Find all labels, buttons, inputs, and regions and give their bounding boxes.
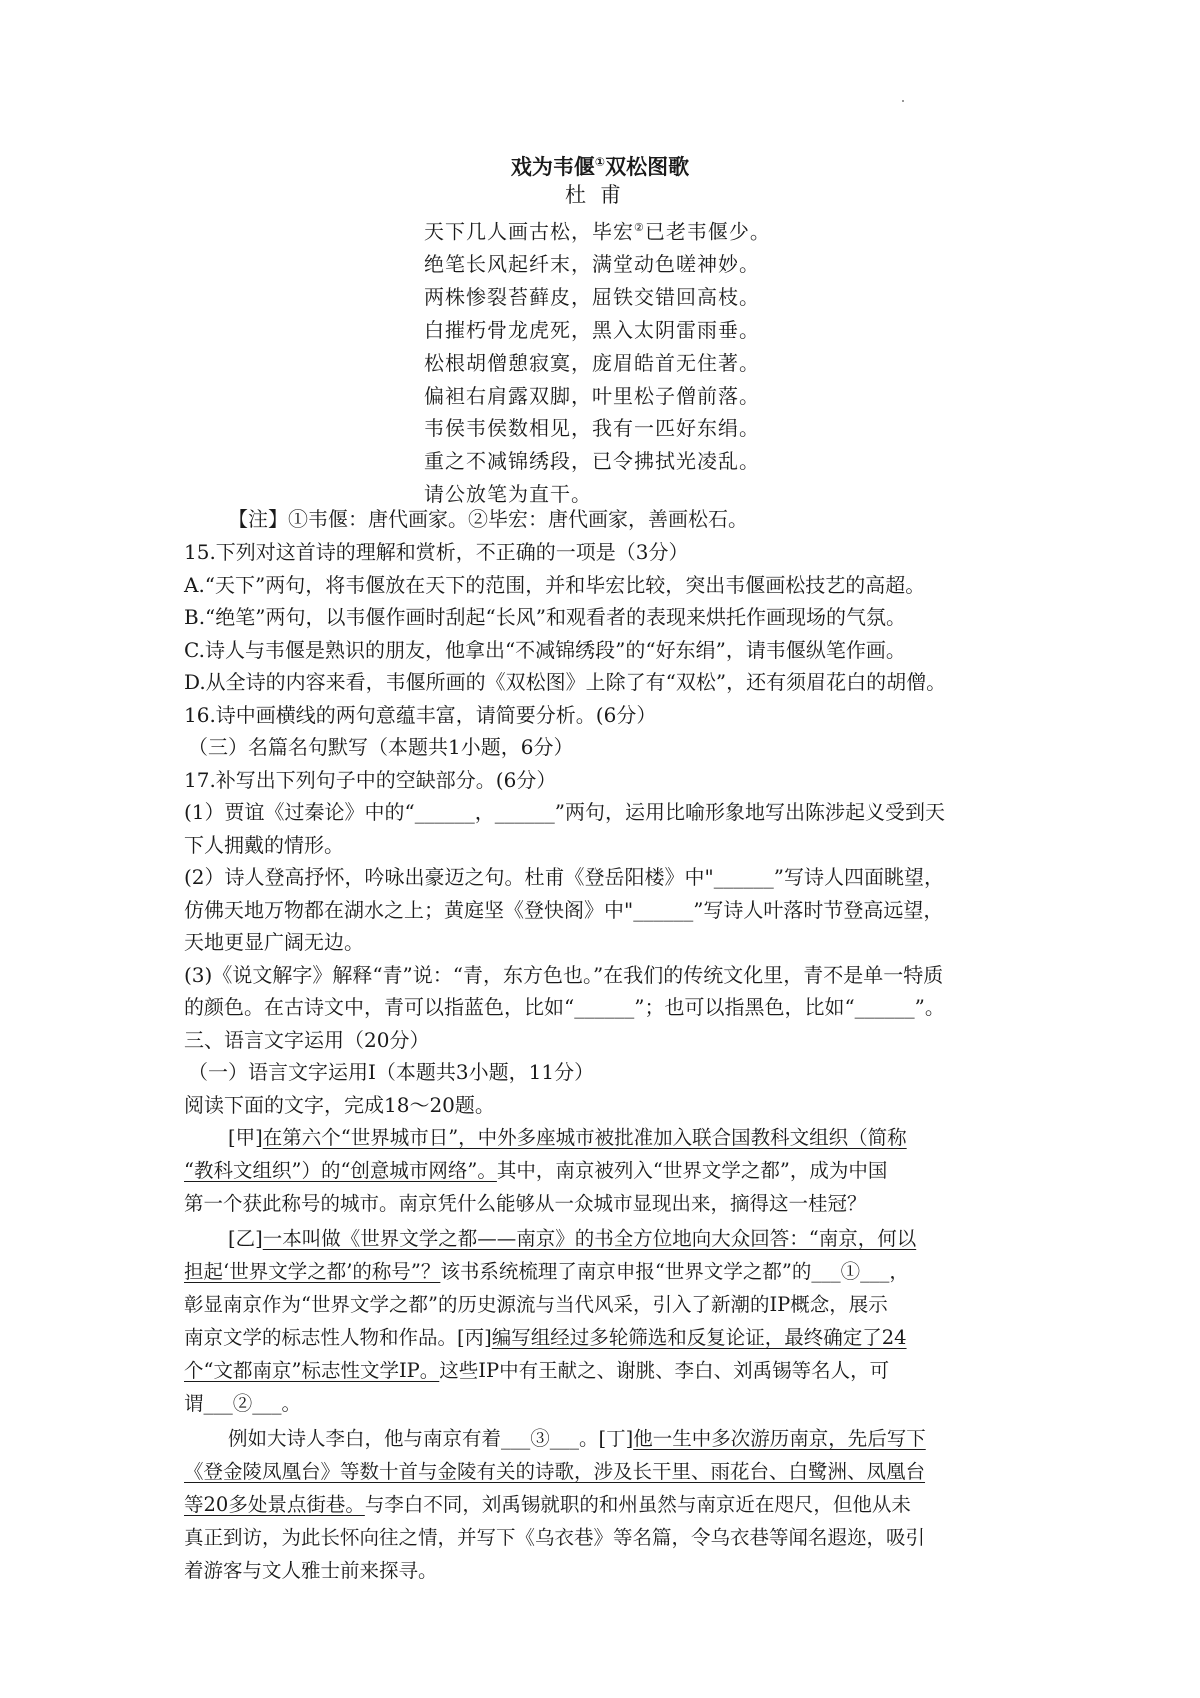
poem-line: 请公放笔为直干。	[424, 482, 592, 507]
passage-line	[184, 1121, 1040, 1154]
question-17-part-2: (2）诗人登高抒怀，吟咏出豪迈之句。杜甫《登岳阳楼》中"______”写诗人四面眺望，	[184, 865, 944, 889]
page-speck	[902, 100, 904, 102]
question-17: 17.补写出下列句子中的空缺部分。(6分）	[184, 767, 557, 792]
underlined-text: 个“文都南京”标志性文学IP。	[184, 1359, 440, 1382]
passage-line	[184, 1154, 1040, 1187]
underlined-text: “教科文组织”）的“创意城市网络”。	[184, 1159, 497, 1182]
passage-line: 彰显南京作为“世界文学之都”的历史源流与当代风采，引入了新潮的IP概念，展示	[184, 1293, 888, 1316]
poem-line-text: 天下几人画古松，毕宏	[424, 219, 634, 244]
passage-line: 谓___②___。	[184, 1392, 302, 1415]
option-c: C.诗人与韦偃是熟识的朋友，他拿出“不减锦绣段”的“好东绢”，请韦偃纵笔作画。	[184, 637, 906, 662]
passage-marker: [乙]	[228, 1227, 263, 1250]
poem-line	[424, 212, 771, 248]
poem-line-text: 已老韦偃少。	[644, 219, 771, 244]
poem-line: 两株惨裂苔藓皮，屈铁交错回高枝。	[424, 285, 760, 310]
poem-line: 韦侯韦侯数相见，我有一匹好东绢。	[424, 416, 760, 441]
passage-text: 这些IP中有王献之、谢朓、李白、刘禹锡等名人，可	[439, 1359, 890, 1382]
underlined-text: 担起‘世界文学之都’的称号”？	[184, 1260, 441, 1283]
passage-text: 例如大诗人李白，他与南京有着___③___。[丁]	[228, 1427, 634, 1450]
poem-line: 重之不减锦绣段，已令拂拭光凌乱。	[424, 449, 760, 474]
option-a: A.“天下”两句，将韦偃放在天下的范围，并和毕宏比较，突出韦偃画松技艺的高超。	[184, 572, 926, 597]
passage-line	[184, 1222, 1040, 1255]
section-heading-recitation: （三）名篇名句默写（本题共1小题，6分）	[188, 735, 574, 759]
question-17-part-3-cont: 的颜色。在古诗文中，青可以指蓝色，比如“______”；也可以指黑色，比如“______”。	[184, 995, 945, 1019]
question-16: 16.诗中画横线的两句意蕴丰富，请简要分析。(6分）	[184, 702, 657, 727]
question-17-part-2-end: 天地更显广阔无边。	[184, 930, 364, 954]
poem-title-note-marker: ①	[594, 155, 606, 169]
passage-text: 该书系统梳理了南京申报“世界文学之都”的___①___，	[440, 1260, 909, 1283]
underlined-text: 他一生中多次游历南京，先后写下	[633, 1427, 926, 1450]
passage-marker: [甲]	[228, 1126, 263, 1149]
underlined-text: 等20多处景点街巷。	[184, 1493, 365, 1516]
passage-line	[184, 1422, 1040, 1455]
question-15: 15.下列对这首诗的理解和赏析，不正确的一项是（3分）	[184, 540, 689, 564]
poem-title-rest: 双松图歌	[605, 155, 690, 179]
question-17-part-1: (1）贾谊《过秦论》中的“______，______”两句，运用比喻形象地写出陈涉起义受到天	[184, 800, 945, 824]
passage-line: 第一个获此称号的城市。南京凭什么能够从一众城市显现出来，摘得这一桂冠？	[184, 1192, 867, 1215]
poem-footnote: 【注】①韦偃：唐代画家。②毕宏：唐代画家，善画松石。	[228, 507, 748, 531]
passage-line: 着游客与文人雅士前来探寻。	[184, 1559, 438, 1582]
poem-line: 偏袒右肩露双脚，叶里松子僧前落。	[424, 383, 760, 408]
question-17-part-3: (3)《说文解字》解释“青”说：“青，东方色也。”在我们的传统文化里，青不是单一特质	[184, 962, 944, 987]
poem-author: 杜甫	[565, 183, 635, 207]
underlined-text: 一本叫做《世界文学之都——南京》的书全方位地向大众回答：“南京，何以	[262, 1227, 917, 1250]
underlined-text: 在第六个“世界城市日”，中外多座城市被批准加入联合国教科文组织（简称	[262, 1126, 907, 1149]
passage-line	[184, 1455, 1040, 1488]
option-d: D.从全诗的内容来看，韦偃所画的《双松图》上除了有“双松”，还有须眉花白的胡僧。	[184, 670, 947, 694]
passage-line	[184, 1255, 1040, 1288]
passage-text: 与李白不同，刘禹锡就职的和州虽然与南京近在咫尺，但他从未	[364, 1493, 911, 1516]
question-17-part-2-cont: 仿佛天地万物都在湖水之上；黄庭坚《登快阁》中"______”写诗人叶落时节登高远望，	[184, 897, 944, 922]
poem-note	[184, 503, 1044, 536]
poem-title-text: 戏为韦偃	[510, 155, 595, 179]
poem-line: 白摧朽骨龙虎死，黑入太阴雷雨垂。	[424, 318, 760, 343]
poem-body	[424, 212, 771, 511]
passage-text: 南京文学的标志性人物和作品。[丙]	[184, 1326, 492, 1349]
passage-text: 其中，南京被列入“世界文学之都”，成为中国	[496, 1159, 888, 1182]
question-17-part-1-cont: 下人拥戴的情形。	[184, 832, 344, 857]
passage-line: 真正到访，为此长怀向往之情，并写下《乌衣巷》等名篇，令乌衣巷等闻名遐迩，吸引	[184, 1526, 926, 1549]
passage-line	[184, 1321, 1040, 1354]
reading-passage	[184, 1121, 1040, 1587]
underlined-text: 《登金陵凤凰台》等数十首与金陵有关的诗歌，涉及长干里、雨花台、白鹭洲、凤凰台	[184, 1460, 926, 1483]
underlined-text: 编写组经过多轮筛选和反复论证，最终确定了24	[491, 1326, 907, 1349]
section-heading-language: 三、语言文字运用（20分）	[184, 1027, 430, 1052]
poem-line: 松根胡僧憩寂寞，庞眉皓首无住著。	[424, 350, 760, 375]
passage-line	[184, 1354, 1040, 1387]
poem-title	[0, 148, 1200, 181]
poem-line: 绝笔长风起纤末，满堂动色嗟神妙。	[424, 252, 760, 277]
subsection-heading: （一）语言文字运用Ⅰ（本题共3小题，11分）	[188, 1060, 595, 1084]
poem-note-marker: ②	[634, 221, 645, 234]
reading-instruction: 阅读下面的文字，完成18～20题。	[184, 1092, 495, 1117]
option-b: B.“绝笔”两句，以韦偃作画时刮起“长风”和观看者的表现来烘托作画现场的气氛。	[184, 605, 906, 629]
questions-block	[184, 536, 1044, 1121]
passage-line	[184, 1488, 1040, 1521]
